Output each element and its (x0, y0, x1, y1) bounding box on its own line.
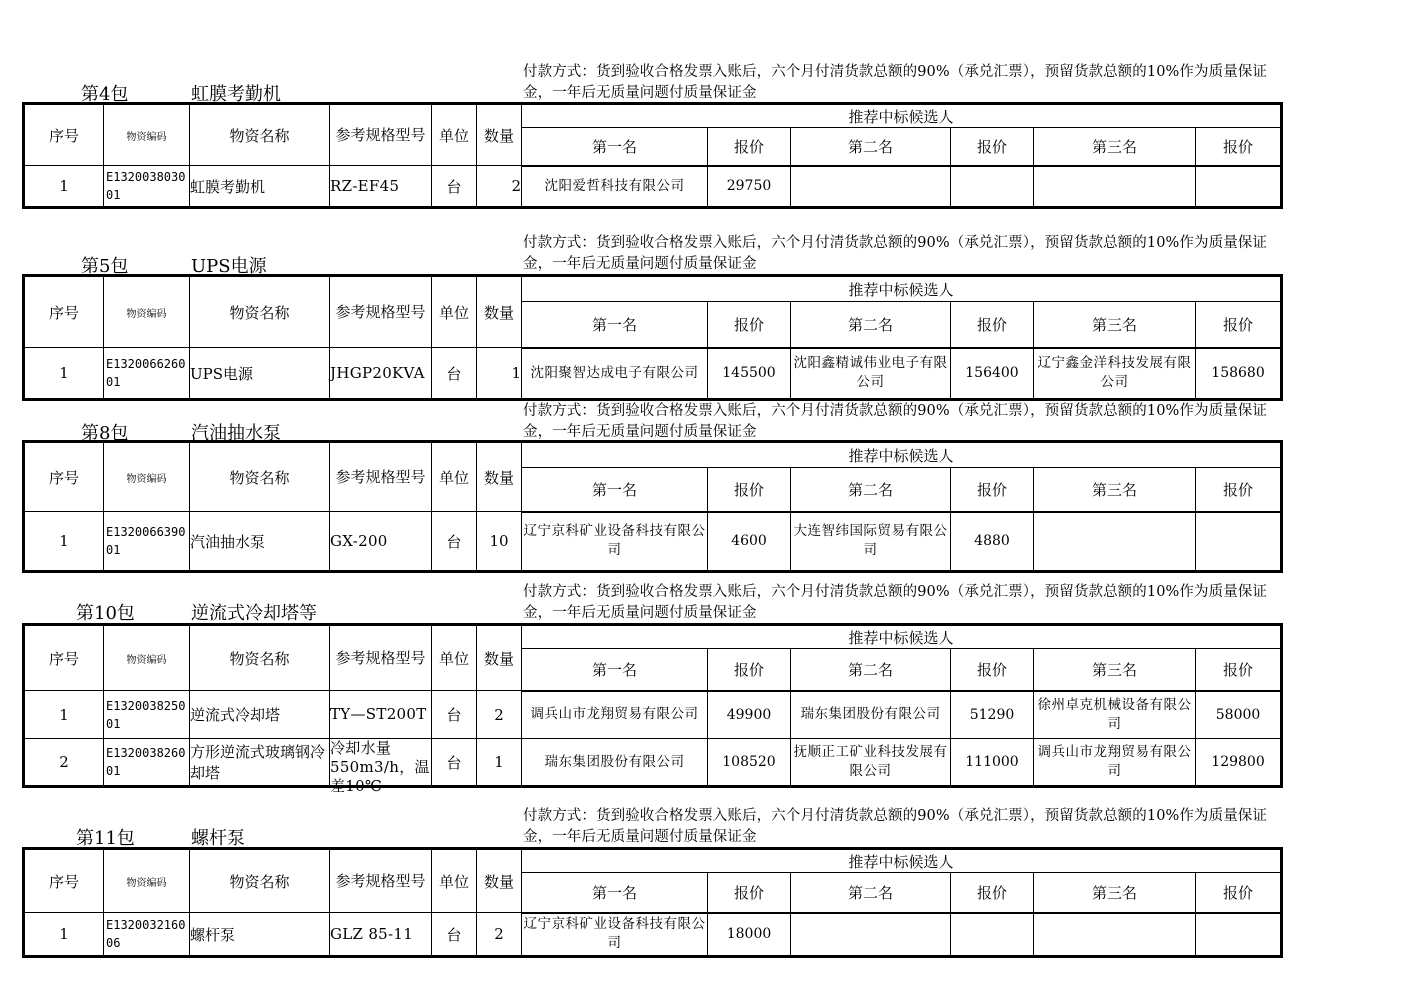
header-seq: 序号 (24, 104, 104, 166)
payment-terms: 付款方式：货到验收合格发票入账后，六个月付清货款总额的90%（承兑汇票），预留货款总额的10%作为质量保证金，一年后无质量问题付质量保证金 (523, 808, 1268, 845)
bid-table (22, 623, 1283, 795)
cell-unit: 台 (432, 691, 477, 739)
header-candidates: 推荐中标候选人 (522, 849, 1282, 873)
header-first: 第一名 (522, 128, 708, 166)
cell-first-price: 49900 (708, 691, 791, 739)
cell-spec (330, 691, 432, 739)
cell-second-company (791, 166, 951, 208)
header-price: 报价 (1196, 873, 1282, 913)
cell-unit: 台 (432, 913, 477, 957)
header-unit: 单位 (432, 276, 477, 348)
cell-name: 螺杆泵 (190, 913, 330, 957)
cell-spec (330, 512, 432, 572)
cell-name: 虹膜考勤机 (190, 166, 330, 208)
cell-first-company: 调兵山市龙翔贸易有限公司 (522, 691, 708, 739)
payment-terms: 付款方式：货到验收合格发票入账后，六个月付清货款总额的90%（承兑汇票），预留货款总额的10%作为质量保证金，一年后无质量问题付质量保证金 (523, 403, 1268, 440)
payment-terms: 付款方式：货到验收合格发票入账后，六个月付清货款总额的90%（承兑汇票），预留货款总额的10%作为质量保证金，一年后无质量问题付质量保证金 (523, 64, 1268, 101)
cell-code: E132003803001 (104, 166, 190, 208)
cell-second-price: 51290 (951, 691, 1034, 739)
header-second: 第二名 (791, 649, 951, 691)
header-spec: 参考规格型号 (330, 625, 432, 691)
cell-third-price (1196, 512, 1282, 572)
header-candidates: 推荐中标候选人 (522, 442, 1282, 468)
header-code: 物资编码 (104, 849, 190, 913)
cell-first-price: 4600 (708, 512, 791, 572)
header-unit: 单位 (432, 104, 477, 166)
cell-second-price: 111000 (951, 739, 1034, 787)
header-first: 第一名 (522, 649, 708, 691)
header-third: 第三名 (1034, 302, 1196, 348)
header-price: 报价 (951, 128, 1034, 166)
cell-third-company (1034, 166, 1196, 208)
cell-third-price: 158680 (1196, 348, 1282, 400)
table-header-row (24, 442, 1282, 468)
header-first: 第一名 (522, 302, 708, 348)
cell-unit: 台 (432, 166, 477, 208)
header-seq: 序号 (24, 849, 104, 913)
cell-spec-text: 冷却水量550m3/h，温差10℃ (330, 739, 430, 795)
cell-second-price (951, 913, 1034, 957)
cell-second-company (791, 913, 951, 957)
cell-spec-text: TY—ST200T (330, 705, 427, 723)
header-price: 报价 (1196, 649, 1282, 691)
header-unit: 单位 (432, 442, 477, 512)
cell-third-price (1196, 913, 1282, 957)
cell-second-price: 156400 (951, 348, 1034, 400)
table-header-row (24, 625, 1282, 649)
cell-unit: 台 (432, 739, 477, 787)
header-second: 第二名 (791, 302, 951, 348)
cell-seq: 1 (24, 913, 104, 957)
cell-first-price: 29750 (708, 166, 791, 208)
payment-terms: 付款方式：货到验收合格发票入账后，六个月付清货款总额的90%（承兑汇票），预留货款总额的10%作为质量保证金，一年后无质量问题付质量保证金 (523, 584, 1268, 621)
header-price: 报价 (951, 873, 1034, 913)
cell-first-price: 18000 (708, 913, 791, 957)
header-code: 物资编码 (104, 276, 190, 348)
cell-third-company (1034, 913, 1196, 957)
header-price: 报价 (708, 128, 791, 166)
header-price: 报价 (951, 649, 1034, 691)
cell-third-price: 129800 (1196, 739, 1282, 787)
cell-third-company (1034, 512, 1196, 572)
header-spec: 参考规格型号 (330, 442, 432, 512)
cell-third-company: 辽宁鑫金洋科技发展有限公司 (1034, 348, 1196, 400)
cell-spec-text: GLZ 85-11 (330, 924, 414, 943)
payment-terms: 付款方式：货到验收合格发票入账后，六个月付清货款总额的90%（承兑汇票），预留货款总额的10%作为质量保证金，一年后无质量问题付质量保证金 (523, 235, 1268, 272)
header-third: 第三名 (1034, 468, 1196, 512)
header-price: 报价 (708, 468, 791, 512)
header-second: 第二名 (791, 873, 951, 913)
header-name: 物资名称 (190, 276, 330, 348)
header-code: 物资编码 (104, 625, 190, 691)
header-seq: 序号 (24, 276, 104, 348)
cell-seq: 1 (24, 166, 104, 208)
header-second: 第二名 (791, 128, 951, 166)
header-seq: 序号 (24, 625, 104, 691)
cell-seq: 1 (24, 348, 104, 400)
cell-seq: 1 (24, 691, 104, 739)
header-qty: 数量 (477, 276, 522, 348)
cell-spec (330, 913, 432, 957)
cell-second-price (951, 166, 1034, 208)
cell-code: E132003826001 (104, 739, 190, 787)
cell-spec (330, 166, 432, 208)
bid-table (22, 102, 1283, 209)
cell-code: E132006626001 (104, 348, 190, 400)
header-qty: 数量 (477, 104, 522, 166)
header-third: 第三名 (1034, 873, 1196, 913)
cell-qty: 1 (477, 348, 522, 400)
header-qty: 数量 (477, 849, 522, 913)
bid-table (22, 847, 1283, 958)
header-unit: 单位 (432, 849, 477, 913)
header-price: 报价 (708, 649, 791, 691)
cell-first-company: 辽宁京科矿业设备科技有限公司 (522, 913, 708, 957)
cell-first-company: 沈阳聚智达成电子有限公司 (522, 348, 708, 400)
table-header-row (24, 849, 1282, 873)
cell-seq: 2 (24, 739, 104, 787)
header-candidates: 推荐中标候选人 (522, 276, 1282, 302)
header-qty: 数量 (477, 442, 522, 512)
cell-first-price: 145500 (708, 348, 791, 400)
header-code: 物资编码 (104, 104, 190, 166)
table-header-row (24, 276, 1282, 302)
header-first: 第一名 (522, 468, 708, 512)
header-code: 物资编码 (104, 442, 190, 512)
cell-seq: 1 (24, 512, 104, 572)
header-price: 报价 (1196, 468, 1282, 512)
cell-second-price: 4880 (951, 512, 1034, 572)
header-spec: 参考规格型号 (330, 104, 432, 166)
cell-code: E132003825001 (104, 691, 190, 739)
package-number: 第8包 (81, 423, 129, 444)
cell-second-company: 大连智纬国际贸易有限公司 (791, 512, 951, 572)
package-number: 第5包 (81, 256, 129, 277)
bid-table (22, 274, 1283, 401)
header-spec: 参考规格型号 (330, 276, 432, 348)
cell-qty: 2 (477, 166, 522, 208)
header-spec: 参考规格型号 (330, 849, 432, 913)
cell-name: 逆流式冷却塔 (190, 691, 330, 739)
header-candidates: 推荐中标候选人 (522, 625, 1282, 649)
package-title: 汽油抽水泵 (191, 423, 281, 444)
header-price: 报价 (951, 468, 1034, 512)
cell-first-company: 瑞东集团股份有限公司 (522, 739, 708, 787)
package-number: 第10包 (76, 603, 135, 624)
header-candidates: 推荐中标候选人 (522, 104, 1282, 128)
cell-spec (330, 739, 432, 795)
cell-name: 汽油抽水泵 (190, 512, 330, 572)
cell-qty: 2 (477, 691, 522, 739)
package-title: 逆流式冷却塔等 (191, 603, 317, 624)
header-price: 报价 (951, 302, 1034, 348)
cell-name: UPS电源 (190, 348, 330, 400)
cell-qty: 2 (477, 913, 522, 957)
table-row (24, 739, 1282, 787)
cell-qty: 10 (477, 512, 522, 572)
header-name: 物资名称 (190, 849, 330, 913)
cell-name: 方形逆流式玻璃钢冷却塔 (190, 739, 330, 787)
cell-spec (330, 348, 432, 400)
header-price: 报价 (1196, 302, 1282, 348)
header-unit: 单位 (432, 625, 477, 691)
package-title: UPS电源 (191, 256, 267, 277)
cell-first-price: 108520 (708, 739, 791, 787)
package-title: 虹膜考勤机 (191, 84, 281, 105)
header-name: 物资名称 (190, 625, 330, 691)
header-qty: 数量 (477, 625, 522, 691)
header-price: 报价 (708, 302, 791, 348)
cell-second-company: 瑞东集团股份有限公司 (791, 691, 951, 739)
cell-unit: 台 (432, 512, 477, 572)
cell-second-company: 沈阳鑫精诚伟业电子有限公司 (791, 348, 951, 400)
cell-code: E132003216006 (104, 913, 190, 957)
table-row (24, 512, 1282, 572)
package-number: 第4包 (81, 84, 129, 105)
cell-third-price (1196, 166, 1282, 208)
header-second: 第二名 (791, 468, 951, 512)
package-title: 螺杆泵 (191, 828, 245, 849)
cell-qty: 1 (477, 739, 522, 787)
cell-first-company: 沈阳爱哲科技有限公司 (522, 166, 708, 208)
bid-table (22, 440, 1283, 573)
package-number: 第11包 (76, 828, 135, 849)
header-name: 物资名称 (190, 442, 330, 512)
header-price: 报价 (708, 873, 791, 913)
table-row (24, 348, 1282, 400)
table-row (24, 691, 1282, 739)
header-seq: 序号 (24, 442, 104, 512)
cell-third-company: 调兵山市龙翔贸易有限公司 (1034, 739, 1196, 787)
cell-unit: 台 (432, 348, 477, 400)
cell-code: E132006639001 (104, 512, 190, 572)
table-header-row (24, 104, 1282, 128)
cell-third-price: 58000 (1196, 691, 1282, 739)
header-price: 报价 (1196, 128, 1282, 166)
table-row (24, 913, 1282, 957)
cell-spec-text: GX-200 (330, 531, 388, 550)
cell-second-company: 抚顺正工矿业科技发展有限公司 (791, 739, 951, 787)
header-first: 第一名 (522, 873, 708, 913)
header-third: 第三名 (1034, 649, 1196, 691)
cell-spec-text: RZ-EF45 (330, 176, 400, 195)
table-row (24, 166, 1282, 208)
cell-third-company: 徐州卓克机械设备有限公司 (1034, 691, 1196, 739)
cell-spec-text: JHGP20KVA (330, 363, 425, 382)
header-name: 物资名称 (190, 104, 330, 166)
cell-first-company: 辽宁京科矿业设备科技有限公司 (522, 512, 708, 572)
header-third: 第三名 (1034, 128, 1196, 166)
